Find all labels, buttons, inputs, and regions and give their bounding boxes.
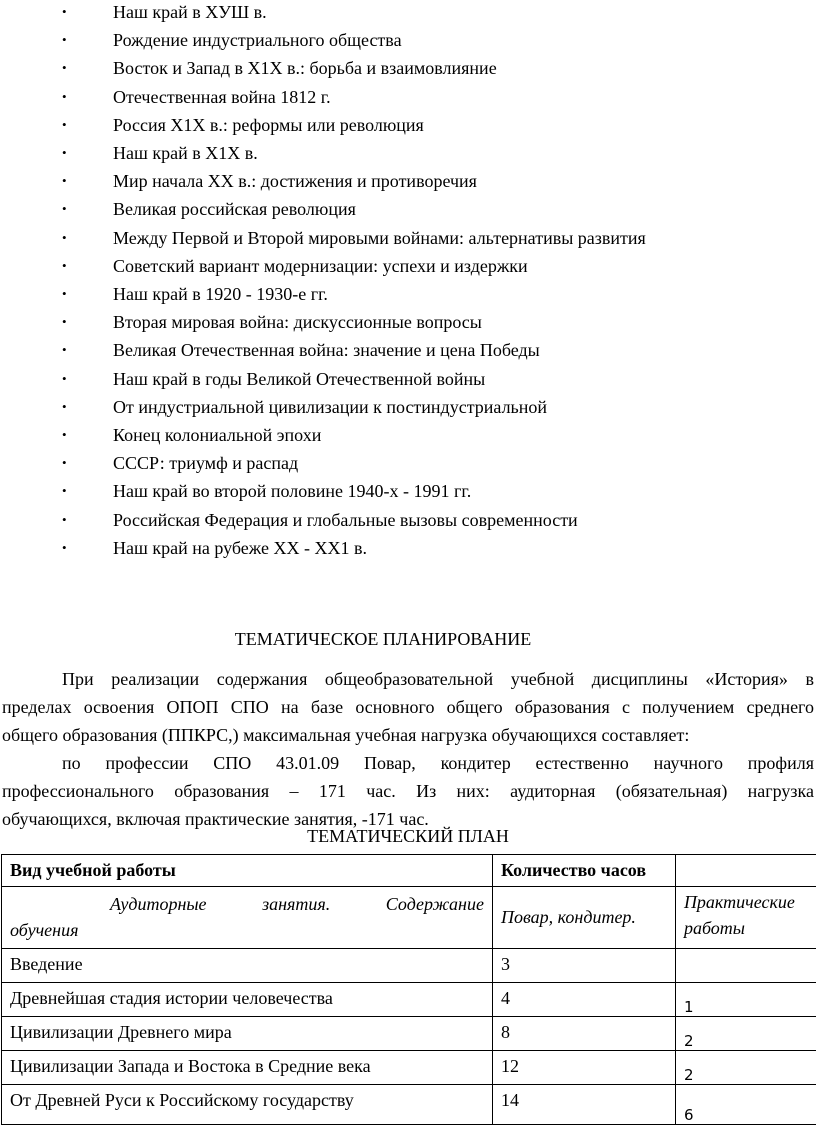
topic-text: От индустриальной цивилизации к постиндустриальной <box>113 395 547 419</box>
topic-text: Мир начала ХХ в.: достижения и противоречия <box>113 169 477 193</box>
subheader-profession: Повар, кондитер. <box>492 887 675 949</box>
bullet-icon: • <box>62 395 67 419</box>
topic-text: Отечественная война 1812 г. <box>113 85 331 109</box>
section-title: ТЕМАТИЧЕСКОЕ ПЛАНИРОВАНИЕ <box>0 629 816 650</box>
paragraph-line: пределах освоения ОПОП СПО на базе основного общего образования с получением среднего <box>2 693 814 721</box>
bullet-icon: • <box>62 197 67 221</box>
bullet-icon: • <box>62 536 67 560</box>
topic-text: Великая Отечественная война: значение и цена Победы <box>113 338 540 362</box>
paragraph-load <box>2 665 814 749</box>
row-practice: 2 <box>675 1017 816 1051</box>
row-topic: Цивилизации Запада и Востока в Средние века <box>2 1051 493 1085</box>
paragraph-line: При реализации содержания общеобразовательной учебной дисциплины «История» в <box>2 665 814 693</box>
bullet-icon: • <box>62 508 67 532</box>
thematic-plan-table <box>1 854 816 1125</box>
header-work-type: Вид учебной работы <box>2 855 493 887</box>
topic-text: Наш край в 1920 - 1930-е гг. <box>113 282 328 306</box>
topic-text: Великая российская революция <box>113 197 356 221</box>
bullet-icon: • <box>62 338 67 362</box>
table-row <box>2 1051 816 1085</box>
row-hours: 3 <box>492 949 675 983</box>
topic-text: Наш край в годы Великой Отечественной войны <box>113 367 485 391</box>
topic-text: Наш край в ХУШ в. <box>113 0 267 24</box>
header-empty-cell <box>675 855 816 887</box>
row-hours: 8 <box>492 1017 675 1051</box>
row-practice: 2 <box>675 1051 816 1085</box>
topic-text: СССР: триумф и распад <box>113 451 298 475</box>
topic-text: Между Первой и Второй мировыми войнами: альтернативы развития <box>113 226 646 250</box>
row-hours: 14 <box>492 1085 675 1125</box>
table-row <box>2 1085 816 1125</box>
topic-text: Наш край на рубеже ХХ - ХХ1 в. <box>113 536 367 560</box>
subheader-practice-line: работы <box>684 915 816 941</box>
bullet-icon: • <box>62 310 67 334</box>
topic-text: Наш край в Х1Х в. <box>113 141 258 165</box>
row-topic: Цивилизации Древнего мира <box>2 1017 493 1051</box>
topic-text: Россия Х1Х в.: реформы или революция <box>113 113 424 137</box>
bullet-icon: • <box>62 56 67 80</box>
paragraph-profession <box>2 749 814 833</box>
paragraph-line: обучающихся, включая практические занятия, -171 час. <box>2 805 814 833</box>
row-hours: 12 <box>492 1051 675 1085</box>
row-hours: 4 <box>492 983 675 1017</box>
bullet-icon: • <box>62 169 67 193</box>
bullet-icon: • <box>62 226 67 250</box>
bullet-icon: • <box>62 141 67 165</box>
bullet-icon: • <box>62 451 67 475</box>
row-topic: Древнейшая стадия истории человечества <box>2 983 493 1017</box>
bullet-icon: • <box>62 113 67 137</box>
topic-text: Восток и Запад в Х1Х в.: борьба и взаимовлияние <box>113 56 497 80</box>
table-row <box>2 983 816 1017</box>
paragraph-line: профессионального образования – 171 час. Из них: аудиторная (обязательная) нагрузка <box>2 777 814 805</box>
subheader-content-line: Аудиторные занятия. Содержание <box>10 891 484 917</box>
bullet-icon: • <box>62 282 67 306</box>
table-header-row <box>2 855 816 887</box>
bullet-icon: • <box>62 479 67 503</box>
bullet-icon: • <box>62 254 67 278</box>
bullet-icon: • <box>62 85 67 109</box>
topic-text: Наш край во второй половине 1940-х - 1991 гг. <box>113 479 471 503</box>
row-practice: 1 <box>675 983 816 1017</box>
row-practice: 6 <box>675 1085 816 1125</box>
subheader-practice-line: Практические <box>684 889 816 915</box>
subheader-content <box>2 887 493 949</box>
topic-text: Рождение индустриального общества <box>113 28 402 52</box>
row-topic: Введение <box>2 949 493 983</box>
row-practice <box>675 949 816 983</box>
bullet-icon: • <box>62 28 67 52</box>
subheader-content-line: обучения <box>10 917 484 943</box>
table-row <box>2 1017 816 1051</box>
table-subheader-row <box>2 887 816 949</box>
paragraph-line: общего образования (ППКРС,) максимальная учебная нагрузка обучающихся составляет: <box>2 721 814 749</box>
subheader-practice <box>675 887 816 949</box>
table-row <box>2 949 816 983</box>
bullet-icon: • <box>62 367 67 391</box>
bullet-icon: • <box>62 423 67 447</box>
topic-text: Российская Федерация и глобальные вызовы современности <box>113 508 578 532</box>
table-title: ТЕМАТИЧЕСКИЙ ПЛАН <box>0 826 816 847</box>
paragraph-line: по профессии СПО 43.01.09 Повар, кондитер естественно научного профиля <box>2 749 814 777</box>
topic-text: Советский вариант модернизации: успехи и издержки <box>113 254 528 278</box>
row-topic: От Древней Руси к Российскому государству <box>2 1085 493 1125</box>
topic-text: Конец колониальной эпохи <box>113 423 321 447</box>
bullet-icon: • <box>62 0 67 24</box>
header-hours: Количество часов <box>492 855 675 887</box>
topic-text: Вторая мировая война: дискуссионные вопросы <box>113 310 482 334</box>
